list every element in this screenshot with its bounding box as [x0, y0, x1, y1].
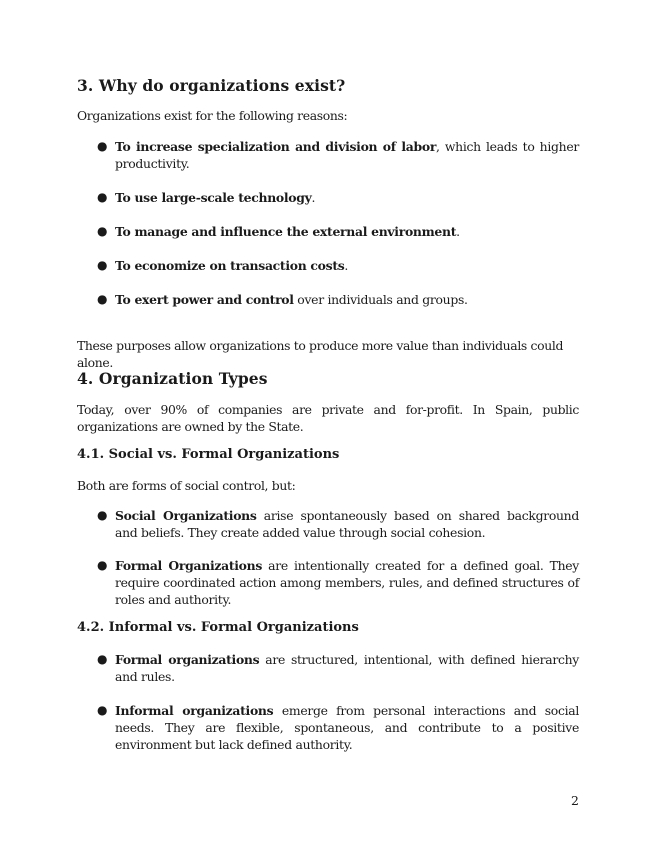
list-item-text	[115, 651, 579, 685]
section-4-intro: Today, over 90% of companies are private and for-profit. In Spain, public organizations are owned by the State.	[77, 402, 579, 434]
subsection-4-1-intro: Both are forms of social control, but:	[77, 478, 296, 493]
list-item-rest: emerge from personal interactions and social needs. They are flexible, spontaneous, and contribute to a positive environment but lack defined authority.	[115, 703, 579, 752]
list-item-bold: Informal organizations	[115, 703, 274, 718]
list-item-bold: To exert power and control	[115, 292, 294, 307]
list-item-bold: To manage and influence the external environment	[115, 224, 457, 239]
section-3-intro: Organizations exist for the following reasons:	[77, 108, 348, 123]
bullet-icon: ●	[97, 292, 108, 306]
list-item-text	[115, 257, 579, 274]
bullet-icon: ●	[97, 190, 108, 204]
list-item-rest: .	[344, 258, 349, 273]
list-item-rest: , which leads to higher productivity.	[115, 139, 579, 171]
list-item-bold: Social Organizations	[115, 508, 257, 523]
list-item-rest: are intentionally created for a defined goal. They require coordinated action among members, rules, and defined structures of roles and authority.	[115, 558, 580, 607]
page-number: 2	[571, 793, 579, 808]
bullet-icon: ●	[97, 703, 108, 717]
list-item-text	[115, 702, 579, 753]
list-item-rest: are structured, intentional, with defined hierarchy and rules.	[115, 652, 579, 684]
list-item-text	[115, 223, 579, 240]
list-item-text	[115, 557, 579, 608]
list-item-text	[115, 291, 579, 308]
subsection-4-1-heading: 4.1. Social vs. Formal Organizations	[77, 447, 340, 462]
bullet-icon: ●	[97, 139, 108, 153]
bullet-icon: ●	[97, 224, 108, 238]
list-item-text	[115, 507, 579, 541]
section-3-conclusion: These purposes allow organizations to produce more value than individuals could alone.	[77, 338, 564, 370]
list-item-text	[115, 189, 579, 206]
list-item-bold: Formal organizations	[115, 652, 260, 667]
list-item-rest: over individuals and groups.	[293, 292, 468, 307]
list-item-rest: .	[311, 190, 316, 205]
list-item-bold: Formal Organizations	[115, 558, 263, 573]
list-item-rest: .	[456, 224, 460, 239]
list-item-bold: To use large-scale technology	[115, 190, 312, 205]
bullet-icon: ●	[97, 558, 108, 572]
list-item-rest: arise spontaneously based on shared background and beliefs. They create added value through social cohesion.	[115, 508, 579, 540]
bullet-icon: ●	[97, 652, 108, 666]
section-4-heading: 4. Organization Types	[77, 369, 268, 388]
bullet-icon: ●	[97, 508, 108, 522]
bullet-icon: ●	[97, 258, 108, 272]
list-item-bold: To economize on transaction costs	[115, 258, 345, 273]
section-3-heading: 3. Why do organizations exist?	[77, 76, 346, 95]
list-item-bold: To increase specialization and division of labor	[115, 139, 437, 154]
list-item-text	[115, 138, 579, 172]
subsection-4-2-heading: 4.2. Informal vs. Formal Organizations	[77, 620, 359, 635]
